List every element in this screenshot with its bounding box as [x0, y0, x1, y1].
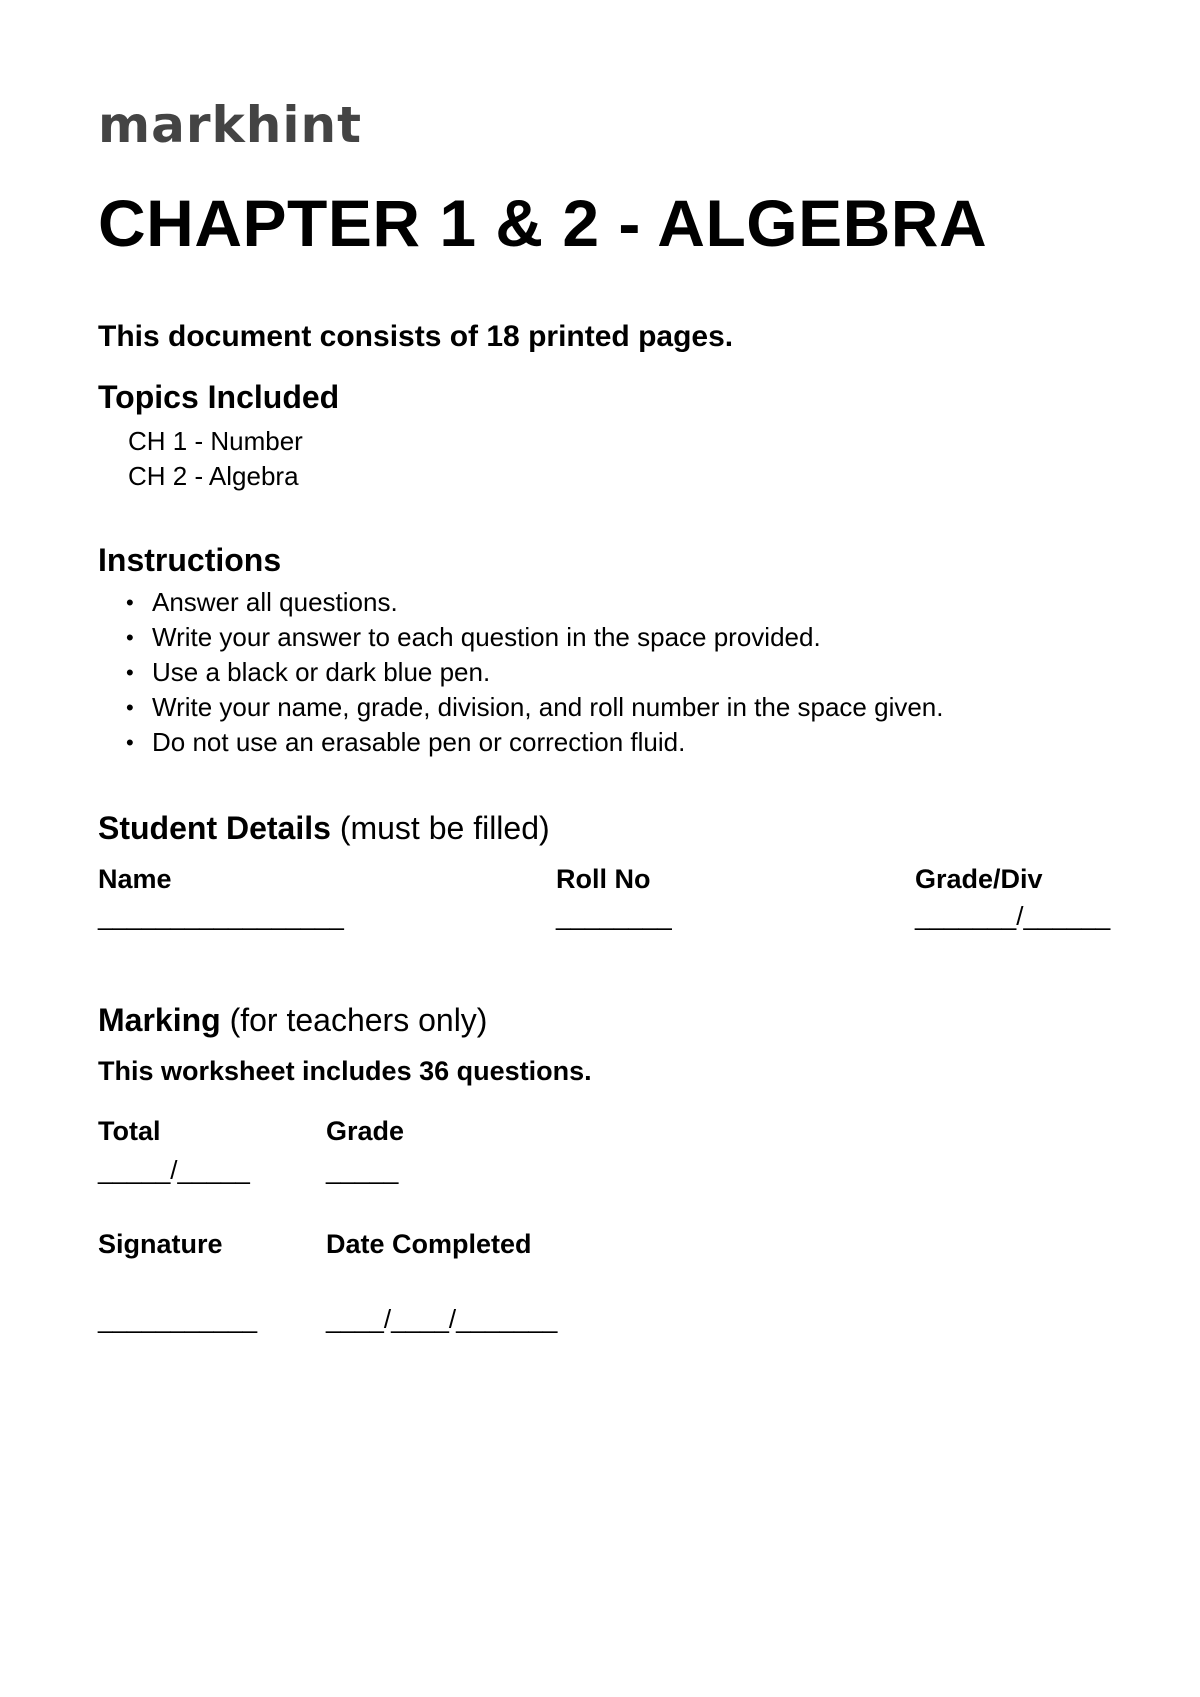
- total-field[interactable]: _____/_____: [98, 1155, 250, 1185]
- grade-field[interactable]: _____: [326, 1155, 399, 1185]
- topics-list: [128, 424, 303, 494]
- list-item: • Write your answer to each question in the space provided.: [98, 620, 944, 655]
- grade-div-field[interactable]: _______/______: [915, 901, 1111, 931]
- list-item: • Answer all questions.: [98, 585, 944, 620]
- list-item: CH 1 - Number: [128, 426, 303, 456]
- question-count-note: This worksheet includes 36 questions.: [98, 1056, 592, 1086]
- list-item: CH 2 - Algebra: [128, 461, 299, 491]
- bullet-icon: •: [126, 590, 134, 615]
- signature-label: Signature: [98, 1229, 223, 1259]
- name-field[interactable]: _________________: [98, 901, 344, 931]
- instructions-heading: Instructions: [98, 542, 282, 578]
- date-completed-label: Date Completed: [326, 1229, 532, 1259]
- bullet-icon: •: [126, 625, 134, 650]
- bullet-icon: •: [126, 730, 134, 755]
- bullet-icon: •: [126, 695, 134, 720]
- brand-logo: markhint: [98, 96, 362, 154]
- bullet-icon: •: [126, 660, 134, 685]
- page-count-note: This document consists of 18 printed pages.: [98, 320, 734, 353]
- name-label: Name: [98, 864, 172, 894]
- student-details-heading: Student Details (must be filled): [98, 810, 550, 846]
- list-item: • Write your name, grade, division, and roll number in the space given.: [98, 690, 944, 725]
- marking-subheading: (for teachers only): [229, 1002, 488, 1038]
- list-item: • Use a black or dark blue pen.: [98, 655, 944, 690]
- date-completed-field[interactable]: ____/____/_______: [326, 1304, 558, 1334]
- student-details-subheading: (must be filled): [339, 810, 550, 846]
- roll-no-label: Roll No: [556, 864, 651, 894]
- marking-heading: Marking (for teachers only): [98, 1002, 488, 1038]
- topics-heading: Topics Included: [98, 379, 340, 415]
- total-label: Total: [98, 1116, 161, 1146]
- grade-label: Grade: [326, 1116, 405, 1146]
- list-item: • Do not use an erasable pen or correction fluid.: [98, 725, 944, 760]
- page-title: CHAPTER 1 & 2 - ALGEBRA: [98, 186, 988, 260]
- signature-field[interactable]: ___________: [98, 1304, 258, 1334]
- roll-no-field[interactable]: ________: [556, 901, 672, 931]
- grade-div-label: Grade/Div: [915, 864, 1043, 894]
- instructions-list: [98, 585, 944, 760]
